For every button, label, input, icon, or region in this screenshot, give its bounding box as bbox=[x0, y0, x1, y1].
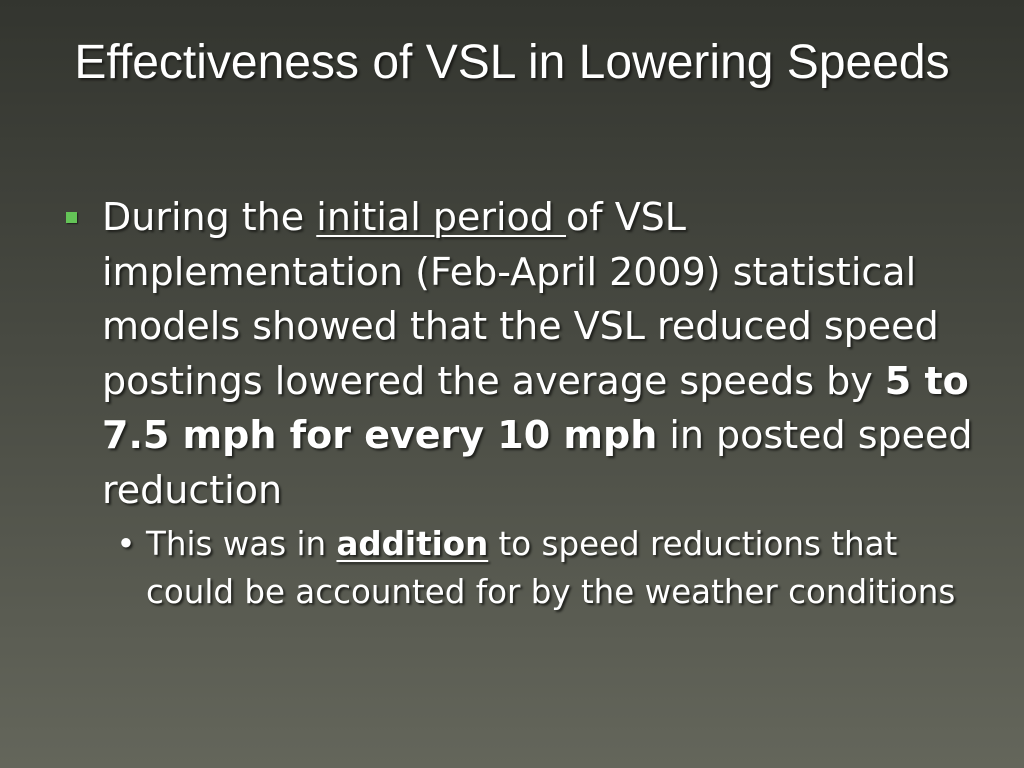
bullet-underlined-phrase: initial period bbox=[316, 195, 566, 239]
main-bullet bbox=[60, 190, 980, 517]
bullet-bold-phrase: 5 to 7.5 mph for every 10 mph bbox=[102, 358, 969, 457]
bullet-text-part-1: During the bbox=[102, 195, 317, 239]
sub-bullet-bold-underlined-word: addition bbox=[336, 525, 489, 563]
sub-bullet-text-part-1: This was in bbox=[146, 525, 337, 563]
square-bullet-icon bbox=[66, 212, 77, 223]
round-bullet-icon: • bbox=[116, 525, 136, 563]
sub-bullet-text-part-2: to speed reductions that could be accounted for by the weather conditions bbox=[146, 525, 956, 611]
bullet-text-part-3: in posted speed reduction bbox=[102, 413, 973, 512]
slide-content bbox=[60, 190, 980, 616]
slide-title: Effectiveness of VSL in Lowering Speeds bbox=[74, 36, 950, 89]
sub-bullet bbox=[60, 521, 980, 616]
bullet-text-part-2: of VSL implementation (Feb-April 2009) statistical models showed that the VSL reduced speed postings lowered the average speeds by bbox=[102, 195, 939, 403]
